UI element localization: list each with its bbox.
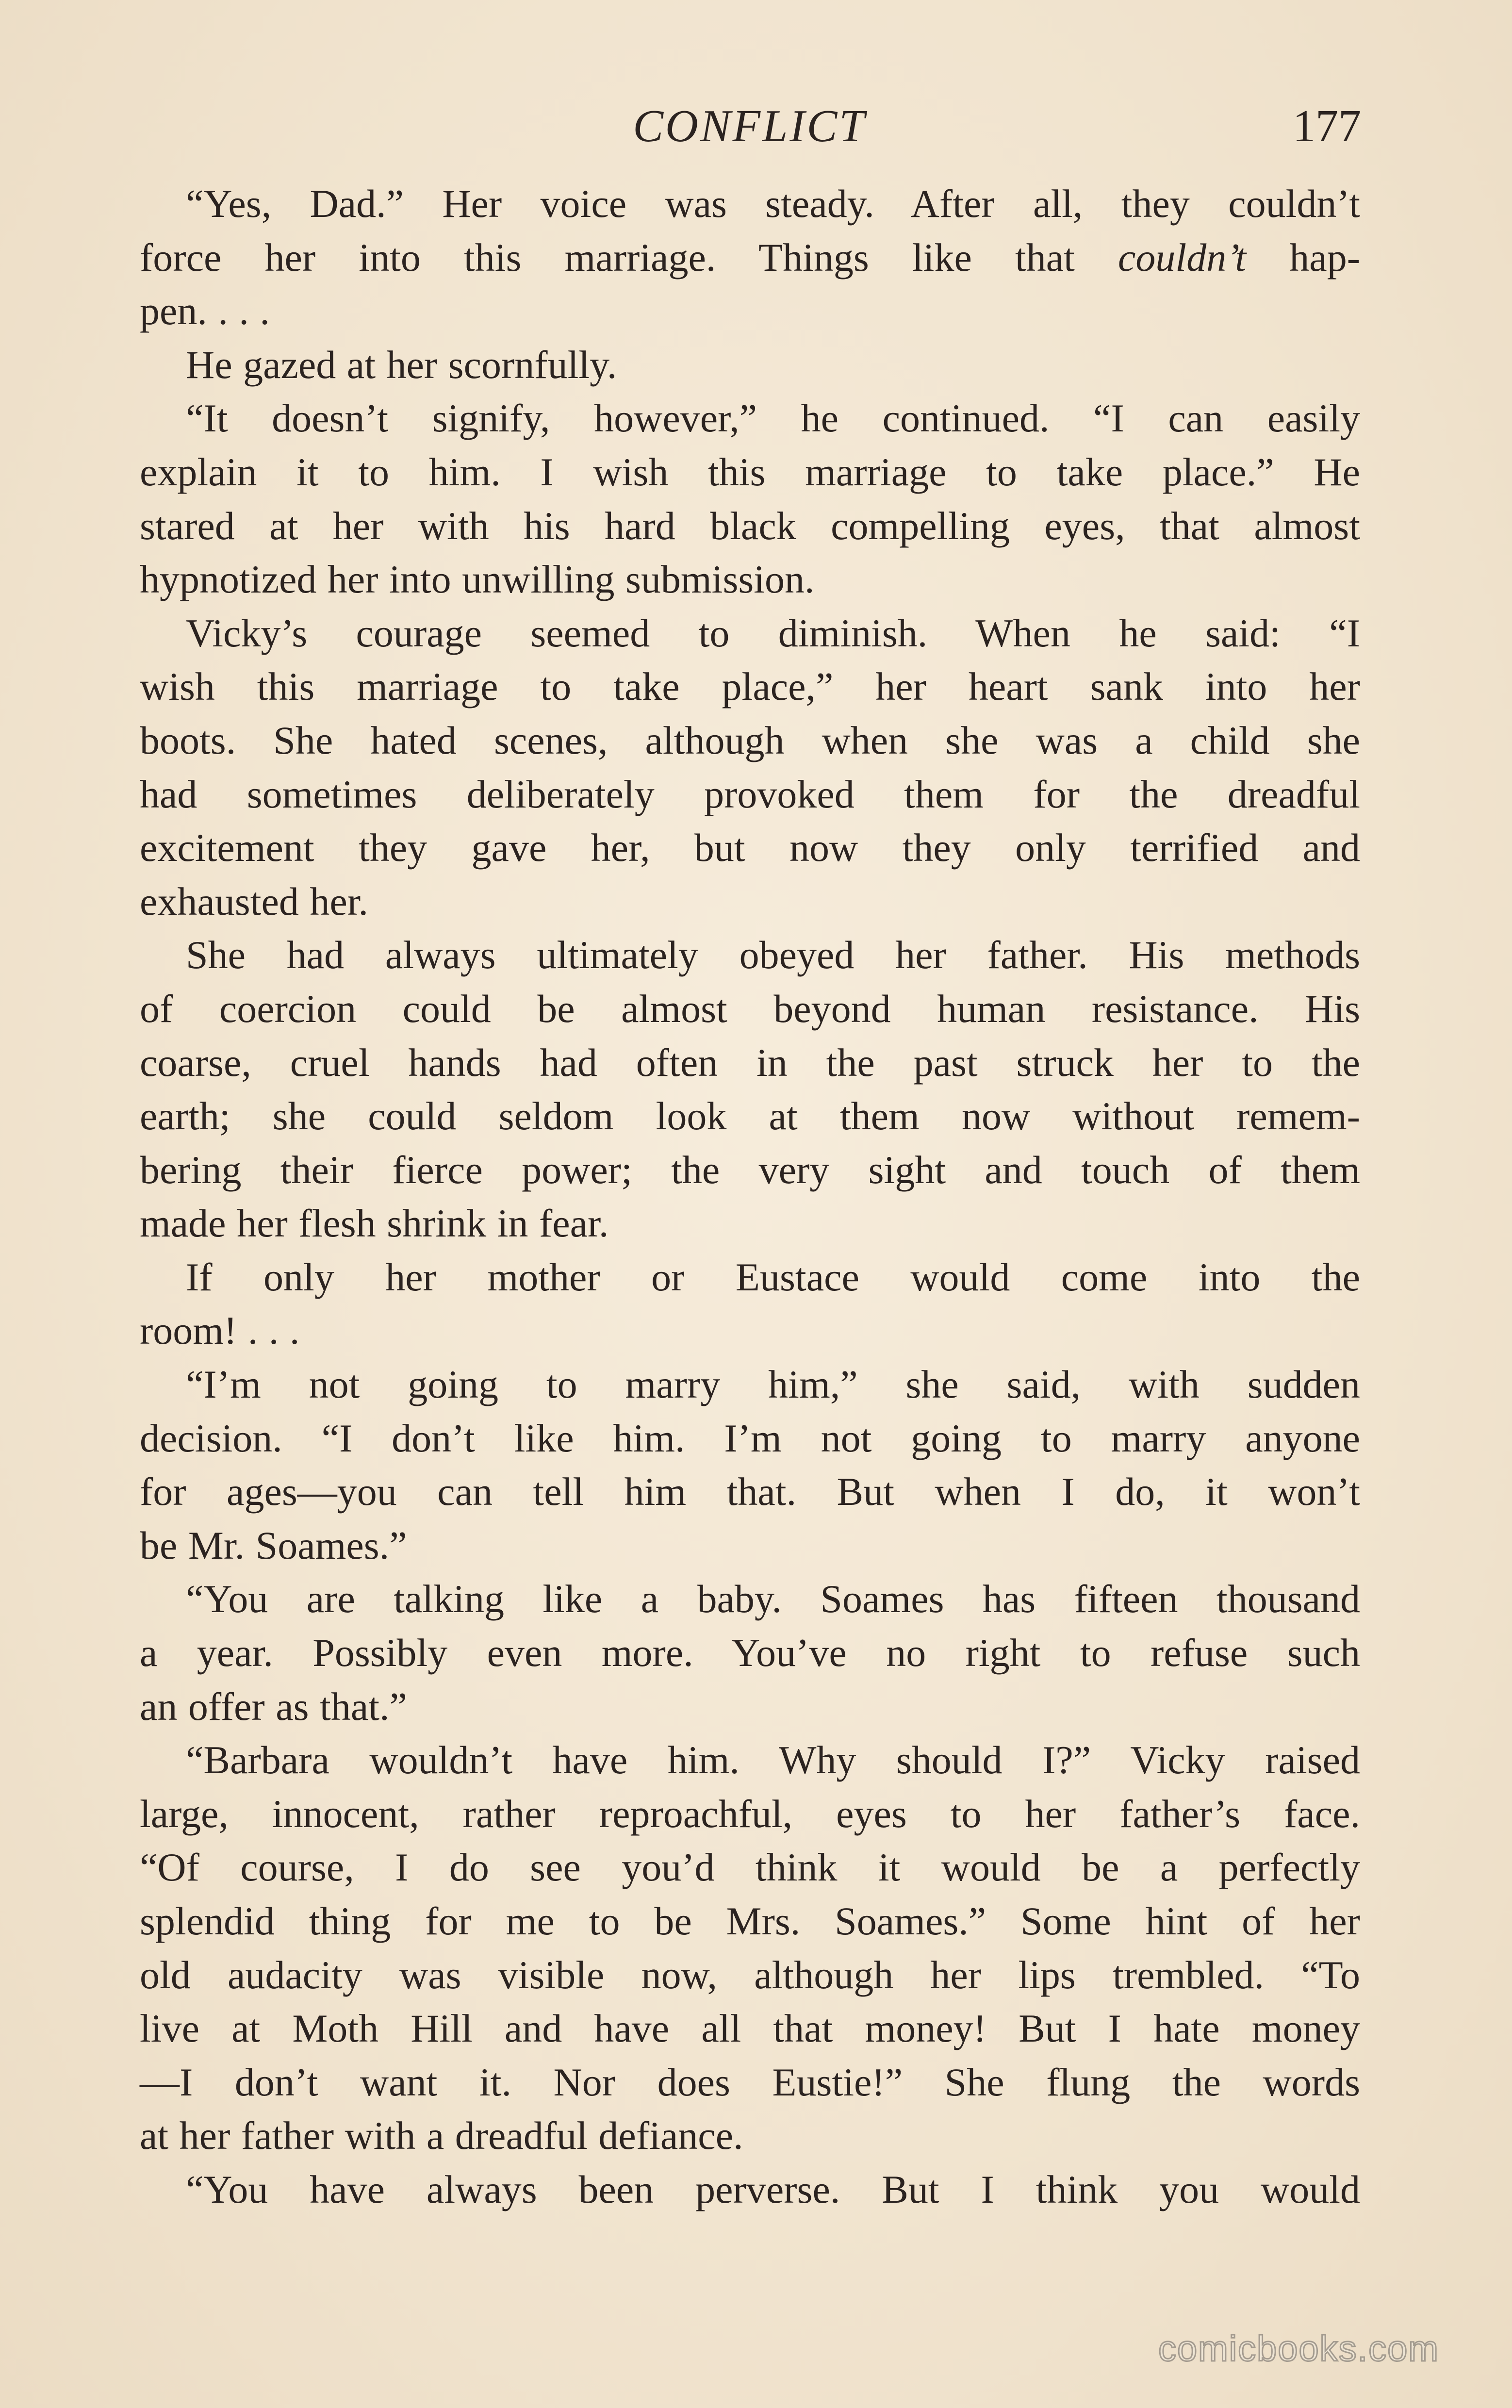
- emphasis: couldn’t: [1118, 235, 1247, 280]
- text-line: “I’m not going to marry him,” she said, with sudden: [186, 1362, 1360, 1407]
- text-line: had sometimes deliberately provoked them for the dreadful: [140, 772, 1360, 816]
- text-line: She had always ultimately obeyed her father. His methods: [186, 933, 1360, 977]
- text-line: large, innocent, rather reproachful, eyes to her father’s face.: [140, 1791, 1360, 1836]
- text-line: explain it to him. I wish this marriage to take place.” He: [140, 449, 1360, 494]
- text-line: “Yes, Dad.” Her voice was steady. After all, they couldn’t: [186, 181, 1360, 226]
- page-number: 177: [1293, 101, 1361, 151]
- text-line: boots. She hated scenes, although when she was a child she: [140, 718, 1360, 762]
- watermark: comicbooks.com: [1158, 2328, 1439, 2369]
- text-line: coarse, cruel hands had often in the past struck her to the: [140, 1040, 1360, 1085]
- text-line: old audacity was visible now, although her lips trembled. “To: [140, 1952, 1360, 1997]
- text-line: of coercion could be almost beyond human resistance. His: [140, 986, 1360, 1031]
- body-text: [140, 177, 1360, 2217]
- text-line: “It doesn’t signify, however,” he continued. “I can easily: [186, 396, 1360, 441]
- text-line: wish this marriage to take place,” her heart sank into her: [140, 664, 1360, 709]
- text-line: be Mr. Soames.”: [140, 1523, 407, 1567]
- text-line: room! . . .: [140, 1308, 300, 1353]
- text-line: exhausted her.: [140, 879, 369, 924]
- text-line: “Barbara wouldn’t have him. Why should I?” Vicky raised: [186, 1738, 1360, 1782]
- text-line: hypnotized her into unwilling submission.: [140, 557, 815, 602]
- text-line: decision. “I don’t like him. I’m not going to marry anyone: [140, 1416, 1360, 1460]
- text-line: “Of course, I do see you’d think it would be a perfectly: [140, 1845, 1360, 1890]
- text-line: excitement they gave her, but now they only terrified and: [140, 825, 1360, 870]
- running-head: [138, 97, 1361, 155]
- text-line: stared at her with his hard black compelling eyes, that almost: [140, 503, 1360, 548]
- text-line: a year. Possibly even more. You’ve no right to refuse such: [140, 1631, 1360, 1675]
- text-line: an offer as that.”: [140, 1684, 407, 1729]
- text-line: bering their fierce power; the very sight and touch of them: [140, 1147, 1360, 1192]
- chapter-title: CONFLICT: [633, 101, 867, 151]
- text-line: earth; she could seldom look at them now without remem-: [140, 1094, 1360, 1138]
- text-line: If only her mother or Eustace would come into the: [186, 1254, 1360, 1299]
- text-line: Vicky’s courage seemed to diminish. When he said: “I: [186, 610, 1360, 655]
- text-line: for ages—you can tell him that. But when I do, it won’t: [140, 1469, 1360, 1514]
- text-line: force her into this marriage. Things like that couldn’t hap-: [140, 235, 1361, 280]
- text-line: made her flesh shrink in fear.: [140, 1201, 609, 1246]
- text-line: live at Moth Hill and have all that money! But I hate money: [140, 2006, 1360, 2051]
- text-line: at her father with a dreadful defiance.: [140, 2113, 743, 2158]
- text-line: “You have always been perverse. But I think you would: [186, 2167, 1360, 2211]
- text-line: He gazed at her scornfully.: [186, 342, 617, 387]
- text-line: pen. . . .: [140, 289, 270, 333]
- text-line: “You are talking like a baby. Soames has fifteen thousand: [186, 1577, 1360, 1621]
- text-line: splendid thing for me to be Mrs. Soames.” Some hint of her: [140, 1899, 1360, 1943]
- text-line: —I don’t want it. Nor does Eustie!” She flung the words: [140, 2060, 1360, 2104]
